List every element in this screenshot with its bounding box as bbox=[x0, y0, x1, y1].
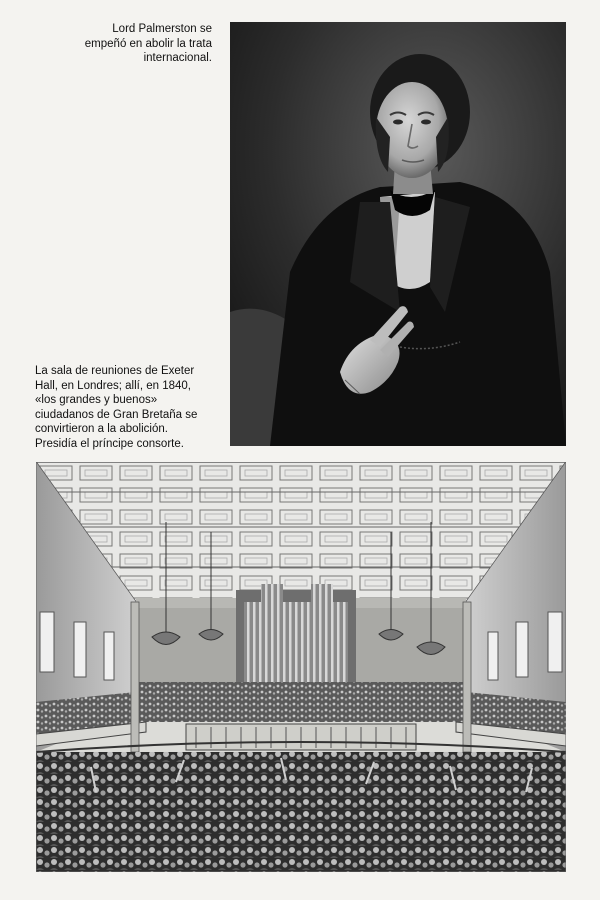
caption-exeter-hall bbox=[35, 364, 225, 451]
caption-line: Presidía el príncipe consorte. bbox=[35, 437, 184, 450]
caption-line: Hall, en Londres; allí, en 1840, bbox=[35, 379, 191, 392]
caption-palmerston bbox=[60, 22, 212, 66]
caption-line: La sala de reuniones de Exeter bbox=[35, 365, 195, 377]
portrait-photograph bbox=[230, 22, 566, 446]
caption-line: empeñó en abolir la trata bbox=[84, 37, 212, 50]
caption-line: convirtieron a la abolición. bbox=[35, 423, 168, 435]
caption-line: ciudadanos de Gran Bretaña se bbox=[35, 408, 198, 421]
caption-line: internacional. bbox=[143, 52, 212, 64]
hall-image bbox=[36, 462, 566, 872]
caption-line: Lord Palmerston se bbox=[112, 23, 212, 35]
engraving-meeting-hall bbox=[36, 462, 566, 872]
portrait-image bbox=[230, 22, 566, 446]
caption-line: «los grandes y buenos» bbox=[35, 394, 158, 406]
